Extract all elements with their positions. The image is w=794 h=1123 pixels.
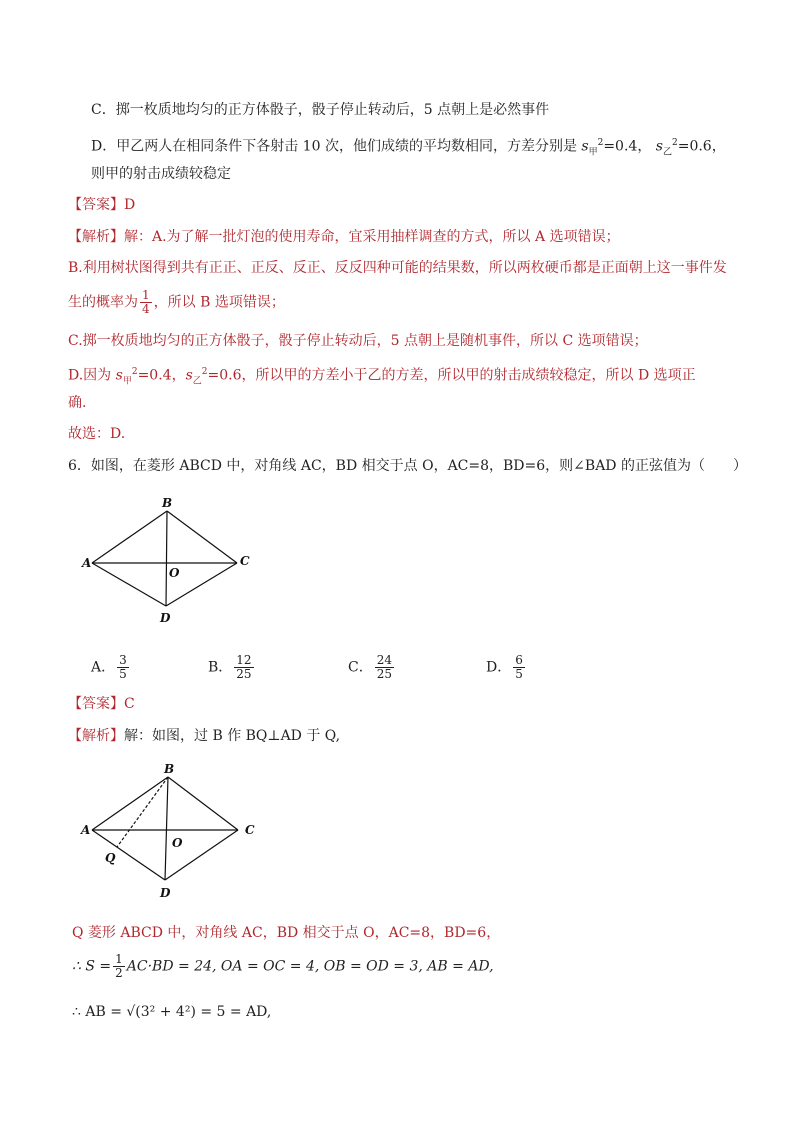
label-c: C xyxy=(240,554,250,568)
answer-tag: 【答案】 xyxy=(68,197,124,213)
analysis-tag: 【解析】 xyxy=(68,728,124,744)
option-d-line1: D．甲乙两人在相同条件下各射击 10 次，他们成绩的平均数相同，方差分别是 $s_甲^2=0.4$， $s_乙^2=0.6$， xyxy=(91,138,726,158)
option-c: C．掷一枚质地均匀的正方体骰子，骰子停止转动后，5 点朝上是必然事件 xyxy=(91,102,550,118)
label-c: C xyxy=(245,823,255,837)
label-b: B xyxy=(164,762,175,776)
variance-symbol: s xyxy=(581,138,589,155)
rhombus-figure-with-altitude xyxy=(75,760,265,905)
label-b: B xyxy=(162,496,173,510)
analysis-6-intro xyxy=(68,726,340,746)
choice-c: C． $\frac{24}{25}$ xyxy=(348,653,392,681)
analysis-5-b1: B.利用树状图得到共有正正、正反、反正、反反四种可能的结果数，所以两枚硬币都是正面朝上这一事件发 xyxy=(68,260,727,276)
analysis-text: 解：A.为了解一批灯泡的使用寿命，宜采用抽样调查的方式，所以 A 选项错误； xyxy=(124,229,620,245)
choice-a: A． $\frac{3}{5}$ xyxy=(91,653,127,681)
label-o: O xyxy=(172,836,183,850)
rhombus-figure xyxy=(80,495,260,630)
answer-5 xyxy=(68,195,135,215)
analysis-6-l1: Q 菱形 ABCD 中，对角线 AC，BD 相交于点 O，AC=8，BD=6， xyxy=(72,925,501,941)
analysis-text: 生的概率为 xyxy=(68,294,138,311)
variance-symbol: s xyxy=(655,138,663,155)
fraction: $\frac{24}{25}$ xyxy=(376,653,392,681)
analysis-text: ，所以甲的方差小于乙的方差，所以甲的射击成绩较稳定，所以 D 选项正 xyxy=(241,367,696,384)
analysis-5-d2: 确. xyxy=(68,395,87,411)
analysis-6-l3: ∴ AB = √(3² + 4²) = 5 = AD, xyxy=(72,1004,272,1020)
variance-sub-jia: 甲 xyxy=(588,147,598,158)
option-d-line2: 则甲的射击成绩较稳定 xyxy=(91,166,231,182)
choice-d: D． $\frac{6}{5}$ xyxy=(486,653,523,681)
fraction: $\frac{1}{2}$ xyxy=(115,952,123,980)
fraction: $\frac{3}{5}$ xyxy=(119,653,127,681)
analysis-text: D.因为 xyxy=(68,367,112,384)
analysis-5-conclusion: 故选：D. xyxy=(68,426,126,442)
label-a: A xyxy=(82,556,92,570)
answer-value: C xyxy=(124,696,135,712)
analysis-5-c: C.掷一枚质地均匀的正方体骰子，骰子停止转动后，5 点朝上是随机事件，所以 C 选项错误； xyxy=(68,333,648,349)
answer-tag: 【答案】 xyxy=(68,696,124,712)
label-o: O xyxy=(169,566,180,580)
option-d-text: D．甲乙两人在相同条件下各射击 10 次，他们成绩的平均数相同，方差分别是 xyxy=(91,138,577,155)
analysis-text: ，所以 B 选项错误； xyxy=(153,294,285,311)
variance-value-yi: =0.6， xyxy=(677,138,726,155)
analysis-5-d1: D.因为 $s_甲^2=0.4$，$s_乙^2=0.6$，所以甲的方差小于乙的方差，所以甲的射击成绩较稳定，所以 D 选项正 xyxy=(68,367,696,387)
fraction: $\frac{6}{5}$ xyxy=(515,653,523,681)
answer-value: D xyxy=(124,197,136,213)
analysis-5-b2 xyxy=(68,289,285,316)
label-d: D xyxy=(160,611,171,625)
analysis-5-a xyxy=(68,227,620,247)
choice-b: B． $\frac{12}{25}$ xyxy=(208,653,252,681)
fraction: $\frac{12}{25}$ xyxy=(236,653,252,681)
fraction: $\frac{1}{4}$ xyxy=(142,288,150,316)
analysis-tag: 【解析】 xyxy=(68,229,124,245)
analysis-text: 解：如图，过 B 作 BQ⊥AD 于 Q, xyxy=(124,728,341,744)
variance-sub-yi: 乙 xyxy=(662,147,672,158)
variance-value-jia: =0.4， xyxy=(603,138,652,155)
analysis-6-l2: ∴ S = $\frac{1}{2}$ AC·BD = 24, OA = OC = 4, OB = OD = 3, AB = AD, xyxy=(72,952,494,980)
question-6-stem: 6．如图，在菱形 ABCD 中，对角线 AC，BD 相交于点 O，AC=8，BD=6，则∠BAD 的正弦值为（ ） xyxy=(68,458,747,474)
label-a: A xyxy=(81,823,91,837)
label-q: Q xyxy=(105,851,116,865)
label-d: D xyxy=(160,886,171,900)
answer-6 xyxy=(68,694,135,714)
